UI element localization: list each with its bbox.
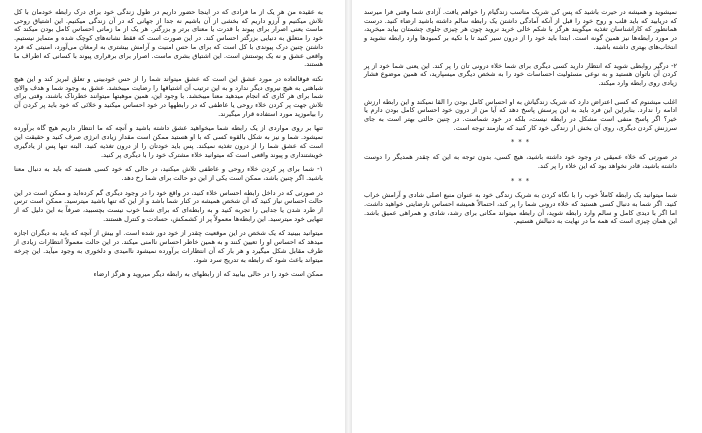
paragraph: نکته فوقالعاده در مورد عشق این است که عشق میتواند شما را از حس خودبینی و تعلق لبریز کند و این هیچ شباهتی به هیچ نیرو‌ی دیگر ندارد و به این ترتیب آن اشتیاقها را رضایت میبخشد. عشق به وجود شما و هدف والای شما برای هر کاری که انجام میدهید معنا میبخشد. با وجود این، همین موهبتها میتوانند خطرناک باشند، وقتی برای تلاش جهت پر کردن خلاء روحی یا عاطفی که در رابطهها در خود احساس میکنید و خلائی که خود باید پر کردن آن را بیاموزید مورد استفاده قرار میگیرند. <box>14 74 323 118</box>
paragraph: ۲- درگیر روابطی شوید که انتظار دارید کسی دیگری برای شما خلاء درونی تان را پر کند. این یعنی شما خود از پر کردن آن ناتوان هستید و به نوعی مسئولیت احساسات خود را به شخص دیگری میسپارید، که همین موضوع فشار زیادی روی رابطه وارد میکند. <box>364 61 677 87</box>
book-gutter <box>345 0 352 433</box>
paragraph: ۱- شما برای پر کردن خلاء روحی و عاطفی تلاش میکنید، در حالی که خود کسی هستید که باید به دنبال معنا باشید. اگر چنین باشد، ممکن است یکی از این دو حالت برای شما رخ دهد. <box>14 165 323 182</box>
paragraph: تنها بر روی مواردی از یک رابطه شما میخواهید عشق داشته باشید و آنچه که ما انتظار داریم هیچ گاه برآورده نمیشود. شما و نیز به شکل بالقوه کسی که با او هستید ممکن است مقدار زیادی انرژی صرف کنید و حقیقت این است که عشق شما را از درون تغذیه نمیکند. پس باید خودتان را از درون تغذیه کنید. البته تنها پس از یادگیری خویشتنداری و پیوند واقعی است که میتوانید خلاء مشترک خود را با دیگری پر کنید. <box>14 124 323 159</box>
paragraph: در صورتی که در داخل رابطه احساس خلاء کنید، در واقع خود را در وجود دیگری گم کرده‌اید و ممکن است در این حالت احساس نیاز کنید که آن شخص همیشه در کنار شما باشد و از این که تنها باشید میترسید. ممکن است ترس از طرد شدن یا جدایی را تجربه کنید و به رابطه‌ای که برای شما خوب نیست بچسبید، صرفاً به این دلیل که از تنهایی خود میترسید. این رابطه‌ها معمولاً پر از کشمکش، حسادت و کنترل هستند. <box>14 188 323 223</box>
left-page <box>0 0 346 433</box>
paragraph: شما میتوانید یک رابطه کاملاً خوب را با نگاه کردن به شریک زندگی خود به عنوان منبع اصلی شادی و آرامش خراب کنید. اگر شما به دنبال کسی هستید که خلاء درونی شما را پر کند، احتمالاً همیشه احساس نارضایتی خواهید داشت. اما اگر با دیدی کامل و سالم وارد رابطه شوید، آن رابطه میتواند مکانی برای رشد، شادی و همراهی عمیق باشد. این همان چیزی است که همه ما در نهایت به دنبالش هستیم. <box>364 191 677 226</box>
paragraph: به عقیده من هر یک از ما فرادی که در اینجا حضور داریم در طول زندگی خود برای درک رابطه خودمان با کل تلاش میکنیم و آرزو داریم که بخشی از آن باشیم نه جدا از جهانی که در آن زندگی میکنیم. این اشتیاق روحی ماست یعنی اصرار برای پیوند با قدرت یا معنای برتر و بزرگتر. هر یک از ما زمانی احساس کامل بودن میکند که خود را متعلق به دنیایی بزرگتر احساس کند. در این صورت است که فقط نشانه‌های کوچک شده و متمایز نیستیم. داشتن چنین درک پیوندی با کل است که برای ما حس امنیت و آرامش بیشتری به ارمغان می‌آورد، امنیتی که فرد واقعی عشق و نه یک پوستش است. این اشتیاق بشری ماست. اصرار برای برقراری پیوند با کسانی که اطراف ما هستند. <box>14 8 323 69</box>
right-page <box>352 0 697 433</box>
paragraph: نمیشوید و همیشه در حیرت باشید که پس کی شریک مناسب زندگیام را خواهم یافت. آزادی شما وقتی فرا میرسد که دریابید که باید قلب و روح خود را قبل از آنکه آمادگی داشتن یک رابطه سالم داشته باشید ارضاء کنید. درست همانطور که کاراشناسان تغذیه میگویند هرگز با شکم خالی خرید نروید چون هر چیزی جلوی چشمتان بیاید میخرید، در مورد رابطه‌ها نیز همین گونه است. ابتدا باید خود را از درون سیر کنید تا با تکیه بر کمبودها وارد رابطه نشوید و انتخاب‌های بهتری داشته باشید. <box>364 8 677 51</box>
paragraph: در صورتی که خلاء عمیقی در وجود خود داشته باشید، هیچ کسی، بدون توجه به این که چقدر همدیگر را دوست داشته باشید، قادر نخواهد بود که این خلاء را پر کند. <box>364 153 677 170</box>
right-page-text <box>364 8 677 232</box>
paragraph: ممکن است خود را در حالی بیابید که از رابطهای به رابطه دیگر میروید و هرگز ارضاء <box>93 270 323 279</box>
left-page-text <box>14 8 323 285</box>
paragraph: اغلب میشنوم که کسی اعتراض دارد که شریک زندگیاش به او احساس کامل بودن را القا نمیکند و این رابطه ارزش ادامه را ندارد. بنابراین این فرد باید به این پرسش پاسخ دهد که آیا من از درون خود احساس کامل بودن دارم یا خیر؟ اگر پاسخ منفی است مشکل در رابطه نیست، بلکه در خود شماست. در چنین حالتی بهتر است به جای سرزنش کردن دیگری، روی آن بخش از زندگی خود کار کنید که نیازمند توجه است. <box>364 97 677 132</box>
section-separator: * * * <box>510 176 531 185</box>
section-separator: * * * <box>510 138 531 147</box>
paragraph: میتوانید ببینید که یک شخص در این موقعیت چقدر از خود دور شده است. او بیش از آنچه که باید به دیگران اجازه میدهد که احساس او را تعیین کنند و به همین خاطر احساس ناامنی میکند. در این حالت معمولاً انتظارات زیادی از طرف مقابل شکل میگیرد و هر بار که آن انتظارات برآورده نمیشود ناامیدی و دلخوری به وجود میآید. این چرخه میتواند باعث شود که رابطه به تدریج سرد شود. <box>14 229 323 264</box>
